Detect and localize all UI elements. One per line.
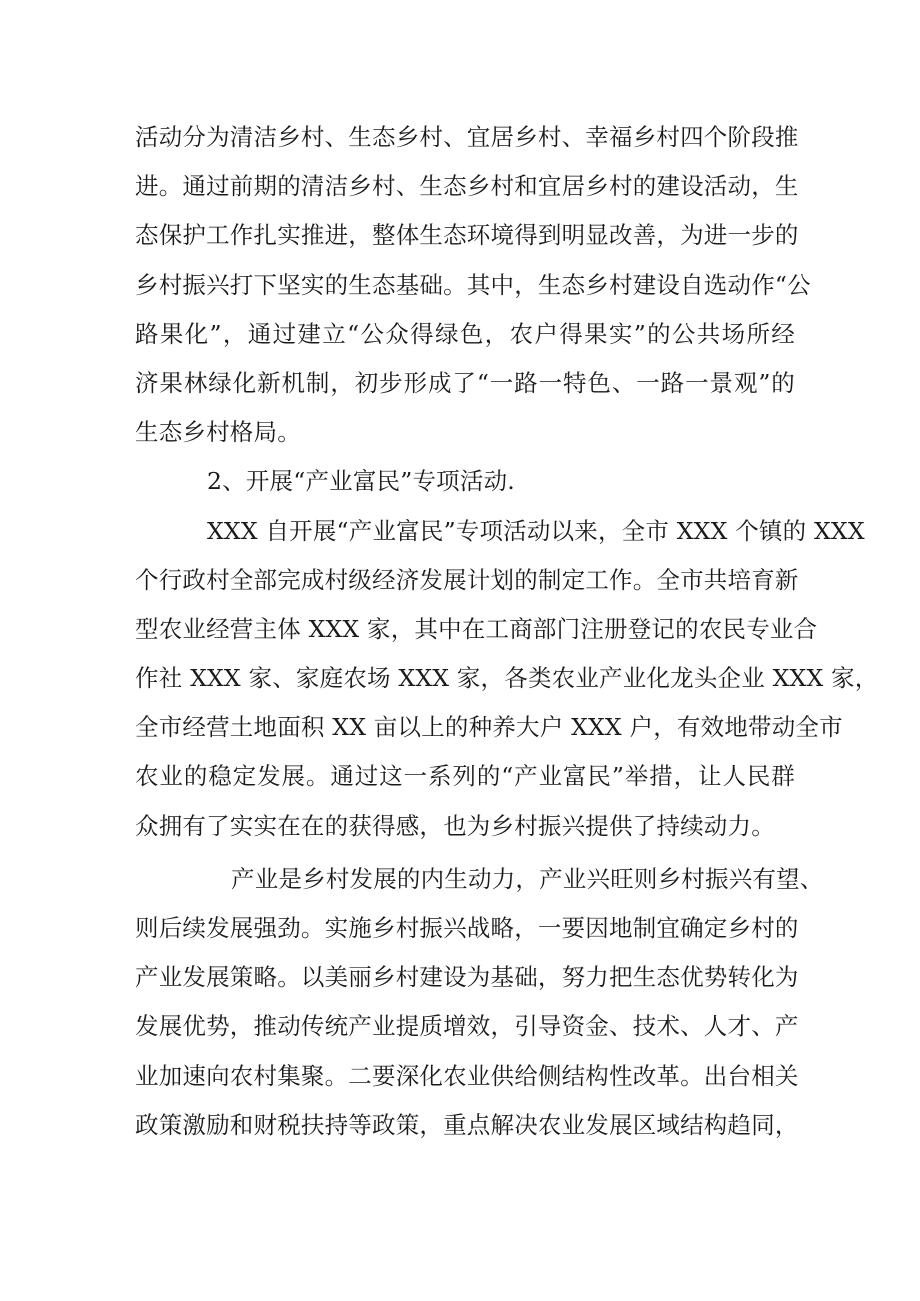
paragraph-3-line-2: 个行政村全部完成村级经济发展计划的制定工作。全市共培育新	[135, 565, 799, 594]
paragraph-4-line-6: 政策激励和财税扶持等政策，重点解决农业发展区域结构趋同，	[135, 1110, 799, 1139]
paragraph-1-line-7: 生态乡村格局。	[135, 418, 301, 447]
document-body	[135, 113, 879, 1150]
paragraph-4-line-1: 产业是乡村发展的内生动力，产业兴旺则乡村振兴有望、	[231, 864, 824, 893]
paragraph-4-line-3: 产业发展策略。以美丽乡村建设为基础，努力把生态优势转化为	[135, 963, 799, 992]
paragraph-1-line-4: 乡村振兴打下坚实的生态基础。其中，生态乡村建设自选动作“公	[135, 270, 811, 299]
paragraph-3-line-1: XXX 自开展“产业富民”专项活动以来，全市 XXX 个镇的 XXX	[207, 516, 865, 545]
paragraph-4-line-5: 业加速向农村集聚。二要深化农业供给侧结构性改革。出台相关	[135, 1061, 799, 1090]
paragraph-1-line-6: 济果林绿化新机制，初步形成了“一路一特色、一路一景观”的	[135, 368, 795, 397]
paragraph-4-line-2: 则后续发展强劲。实施乡村振兴战略，一要因地制宜确定乡村的	[135, 914, 799, 942]
paragraph-1-line-1: 活动分为清洁乡村、生态乡村、宜居乡村、幸福乡村四个阶段推	[135, 123, 799, 151]
paragraph-3-line-6: 农业的稳定发展。通过这一系列的“产业富民”举措，让人民群	[135, 762, 795, 791]
section-heading: 2、开展“产业富民”专项活动.	[207, 467, 515, 496]
paragraph-1-line-3: 态保护工作扎实推进，整体生态环境得到明显改善，为进一步的	[135, 221, 799, 250]
paragraph-4-line-4: 发展优势，推动传统产业提质增效，引导资金、技术、人才、产	[135, 1012, 799, 1041]
paragraph-3-line-4: 作社 XXX 家、家庭农场 XXX 家，各类农业产业化龙头企业 XXX 家，	[135, 664, 879, 693]
paragraph-3-line-7: 众拥有了实实在在的获得感，也为乡村振兴提供了持续动力。	[135, 811, 775, 840]
paragraph-1-line-2: 进。通过前期的清洁乡村、生态乡村和宜居乡村的建设活动，生	[135, 172, 799, 201]
paragraph-3-line-5: 全市经营土地面积 XX 亩以上的种养大户 XXX 户，有效地带动全市	[135, 713, 843, 742]
paragraph-3-line-3: 型农业经营主体 XXX 家，其中在工商部门注册登记的农民专业合	[135, 614, 818, 643]
paragraph-1-line-5: 路果化”，通过建立“公众得绿色，农户得果实”的公共场所经	[135, 319, 795, 348]
